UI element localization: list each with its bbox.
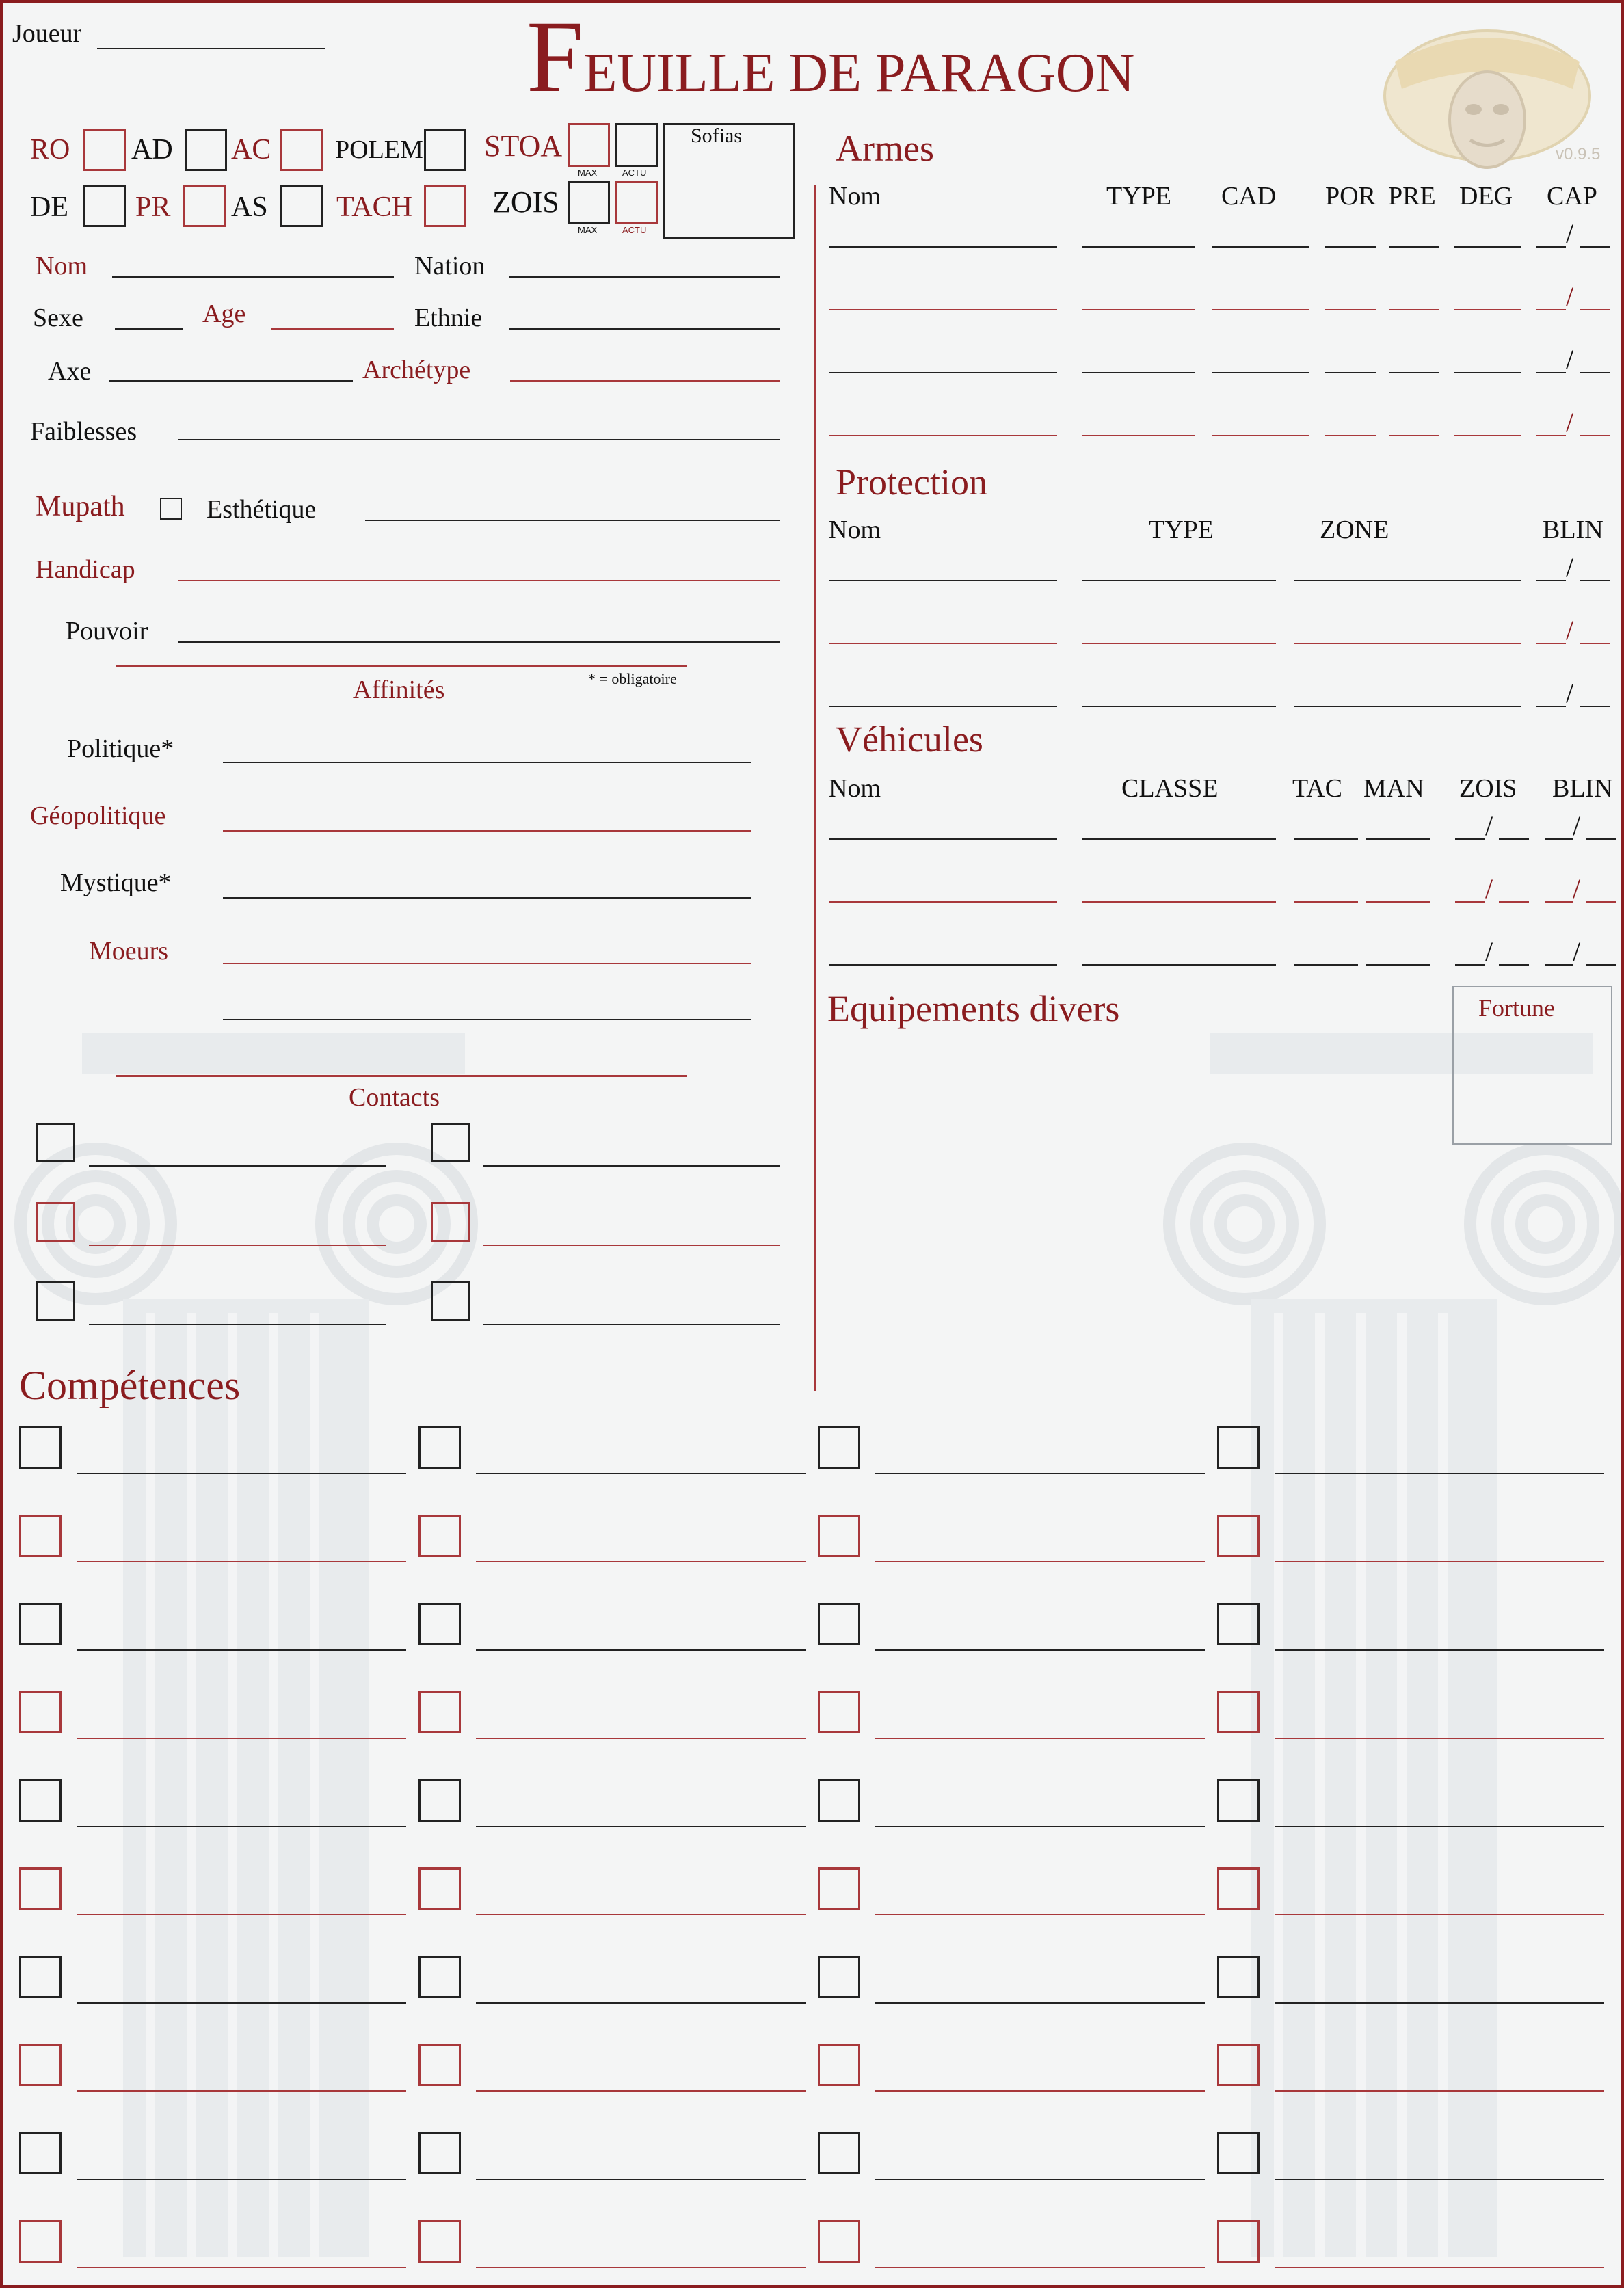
skill-checkbox[interactable] xyxy=(418,1691,461,1733)
moeurs-label: Moeurs xyxy=(89,937,169,966)
affinites-divider xyxy=(116,665,687,667)
stat-de-box[interactable] xyxy=(83,185,126,227)
competences-title: Compétences xyxy=(19,1363,241,1408)
skill-checkbox[interactable] xyxy=(1217,1779,1260,1822)
skill-checkbox[interactable] xyxy=(818,1867,860,1910)
vehicule-blin-slash: / xyxy=(1573,936,1581,967)
skill-checkbox[interactable] xyxy=(1217,1603,1260,1645)
skill-line[interactable] xyxy=(875,2267,1205,2268)
stoa-max-box[interactable] xyxy=(568,123,610,167)
arme-cap-slash: / xyxy=(1566,407,1574,438)
arme-pre-line[interactable] xyxy=(1389,372,1439,373)
protection-blin-slash: / xyxy=(1566,552,1574,583)
stat-tach-label: TACH xyxy=(336,191,412,223)
vehicule-tac-line[interactable] xyxy=(1294,838,1358,840)
contacts-title: Contacts xyxy=(349,1083,440,1112)
contact-line[interactable] xyxy=(89,1165,386,1167)
vehicule-zois-line-b[interactable] xyxy=(1499,901,1529,903)
stat-polem-label: POLEM xyxy=(335,135,423,164)
moeurs-extra-line[interactable] xyxy=(223,1019,751,1020)
skill-line[interactable] xyxy=(77,1826,406,1827)
vehicule-blin-line-a[interactable] xyxy=(1545,964,1573,966)
vehicule-blin-line-b[interactable] xyxy=(1586,901,1616,903)
pouvoir-line[interactable] xyxy=(178,641,780,643)
mystique-line[interactable] xyxy=(223,897,751,899)
skill-checkbox[interactable] xyxy=(1217,1426,1260,1469)
contact-checkbox[interactable] xyxy=(36,1281,75,1321)
arme-cap-line-b[interactable] xyxy=(1580,372,1610,373)
arme-type-line[interactable] xyxy=(1082,435,1195,436)
contacts-divider xyxy=(116,1075,687,1077)
affinites-title: Affinités xyxy=(353,676,445,704)
arme-deg-line[interactable] xyxy=(1454,435,1521,436)
skill-checkbox[interactable] xyxy=(19,1515,62,1557)
axe-line[interactable] xyxy=(109,380,353,382)
skill-line[interactable] xyxy=(77,2002,406,2004)
geopolitique-line[interactable] xyxy=(223,830,751,832)
faiblesses-line[interactable] xyxy=(178,439,780,440)
skill-line[interactable] xyxy=(476,2267,806,2268)
skill-line[interactable] xyxy=(476,2090,806,2092)
vehicule-blin-line-a[interactable] xyxy=(1545,901,1573,903)
nom-label: Nom xyxy=(36,252,88,280)
skill-line[interactable] xyxy=(77,1561,406,1562)
contact-checkbox[interactable] xyxy=(36,1202,75,1242)
skill-checkbox[interactable] xyxy=(418,1515,461,1557)
skill-checkbox[interactable] xyxy=(1217,1956,1260,1998)
skill-line[interactable] xyxy=(476,1738,806,1739)
skill-line[interactable] xyxy=(1275,2267,1604,2268)
vehicule-blin-line-a[interactable] xyxy=(1545,838,1573,840)
skill-line[interactable] xyxy=(1275,1473,1604,1474)
arme-cap-line-b[interactable] xyxy=(1580,246,1610,248)
arme-cap-slash: / xyxy=(1566,281,1574,312)
skill-line[interactable] xyxy=(77,1473,406,1474)
arme-pre-line[interactable] xyxy=(1389,246,1439,248)
contact-checkbox[interactable] xyxy=(36,1123,75,1162)
arme-cad-line[interactable] xyxy=(1212,309,1309,310)
arme-cad-line[interactable] xyxy=(1212,246,1309,248)
arme-cap-slash: / xyxy=(1566,218,1574,249)
skill-line[interactable] xyxy=(476,2002,806,2004)
skill-checkbox[interactable] xyxy=(418,1603,461,1645)
stat-pr-label: PR xyxy=(135,191,171,223)
skill-checkbox[interactable] xyxy=(818,2132,860,2174)
skill-checkbox[interactable] xyxy=(418,1867,461,1910)
protection-col-zone: ZONE xyxy=(1320,516,1389,544)
nation-line[interactable] xyxy=(509,276,780,278)
skill-line[interactable] xyxy=(875,2090,1205,2092)
fortune-label: Fortune xyxy=(1478,994,1555,1022)
armes-col-type: TYPE xyxy=(1106,182,1171,211)
axe-label: Axe xyxy=(48,357,92,386)
arme-por-line[interactable] xyxy=(1325,372,1376,373)
column-divider xyxy=(814,185,816,1391)
skill-checkbox[interactable] xyxy=(19,1779,62,1822)
skill-line[interactable] xyxy=(875,1738,1205,1739)
skill-line[interactable] xyxy=(1275,2179,1604,2180)
armes-col-deg: DEG xyxy=(1459,182,1513,211)
arme-por-line[interactable] xyxy=(1325,246,1376,248)
stoa-actu-caption: ACTU xyxy=(622,168,647,178)
stat-ad-label: AD xyxy=(131,134,173,165)
arme-cad-line[interactable] xyxy=(1212,435,1309,436)
vehicule-zois-slash: / xyxy=(1485,810,1493,841)
skill-line[interactable] xyxy=(1275,2090,1604,2092)
contact-line[interactable] xyxy=(89,1324,386,1325)
protection-zone-line[interactable] xyxy=(1294,706,1521,707)
skill-checkbox[interactable] xyxy=(818,1779,860,1822)
zois-actu-box[interactable] xyxy=(615,181,658,224)
player-input[interactable] xyxy=(97,21,323,48)
stat-zois-label: ZOIS xyxy=(492,185,559,219)
sexe-label: Sexe xyxy=(33,304,83,332)
vehicule-nom-line[interactable] xyxy=(829,901,1057,903)
vehicules-col-zois: ZOIS xyxy=(1459,774,1517,803)
armes-col-nom: Nom xyxy=(829,182,881,211)
skill-line[interactable] xyxy=(875,1914,1205,1915)
politique-line[interactable] xyxy=(223,762,751,763)
ethnie-label: Ethnie xyxy=(414,304,483,332)
title-initial: F xyxy=(527,0,584,114)
handicap-line[interactable] xyxy=(178,580,780,581)
vehicule-classe-line[interactable] xyxy=(1082,838,1276,840)
protection-blin-slash: / xyxy=(1566,615,1574,646)
skill-checkbox[interactable] xyxy=(818,1515,860,1557)
vehicule-blin-line-b[interactable] xyxy=(1586,964,1616,966)
geopolitique-label: Géopolitique xyxy=(30,801,166,830)
protection-blin-line-a[interactable] xyxy=(1536,643,1566,644)
title-rest: EUILLE DE PARAGON xyxy=(583,43,1135,103)
skill-line[interactable] xyxy=(476,1649,806,1651)
skill-line[interactable] xyxy=(476,1473,806,1474)
arme-cap-line-a[interactable] xyxy=(1536,246,1566,248)
vehicule-blin-line-b[interactable] xyxy=(1586,838,1616,840)
skill-checkbox[interactable] xyxy=(19,2044,62,2086)
skill-line[interactable] xyxy=(77,1738,406,1739)
skill-line[interactable] xyxy=(476,1561,806,1562)
vehicule-blin-slash: / xyxy=(1573,810,1581,841)
vehicule-classe-line[interactable] xyxy=(1082,901,1276,903)
skill-checkbox[interactable] xyxy=(818,2220,860,2263)
skill-checkbox[interactable] xyxy=(418,1956,461,1998)
vehicule-zois-line-a[interactable] xyxy=(1455,964,1485,966)
skill-checkbox[interactable] xyxy=(818,2044,860,2086)
stat-ad-box[interactable] xyxy=(185,129,227,171)
stat-ro-label: RO xyxy=(30,134,70,165)
moeurs-line[interactable] xyxy=(223,963,751,964)
vehicules-title: Véhicules xyxy=(836,719,983,760)
age-line[interactable] xyxy=(271,328,394,330)
player-label: Joueur xyxy=(12,19,82,48)
stat-ro-box[interactable] xyxy=(83,129,126,171)
skill-checkbox[interactable] xyxy=(818,1426,860,1469)
stat-tach-box[interactable] xyxy=(424,185,466,227)
skill-line[interactable] xyxy=(77,2090,406,2092)
page-title xyxy=(527,0,1135,114)
protection-col-nom: Nom xyxy=(829,516,881,544)
protection-blin-line-b[interactable] xyxy=(1580,643,1610,644)
skill-checkbox[interactable] xyxy=(818,1956,860,1998)
skill-checkbox[interactable] xyxy=(19,1691,62,1733)
armes-col-cad: CAD xyxy=(1221,182,1277,211)
zois-actu-caption: ACTU xyxy=(622,225,647,235)
obligatoire-note: * = obligatoire xyxy=(588,670,677,687)
stoa-actu-box[interactable] xyxy=(615,123,658,167)
esthetique-label: Esthétique xyxy=(207,495,317,524)
vehicules-col-blin: BLIN xyxy=(1552,774,1613,803)
contact-checkbox[interactable] xyxy=(431,1123,470,1162)
arme-deg-line[interactable] xyxy=(1454,309,1521,310)
arme-cap-line-a[interactable] xyxy=(1536,309,1566,310)
skill-checkbox[interactable] xyxy=(19,1426,62,1469)
protection-blin-line-b[interactable] xyxy=(1580,580,1610,581)
version-label: v0.9.5 xyxy=(1556,145,1601,163)
stat-stoa-label: STOA xyxy=(484,129,563,163)
protection-title: Protection xyxy=(836,462,987,503)
protection-type-line[interactable] xyxy=(1082,643,1276,644)
mystique-label: Mystique* xyxy=(60,868,172,897)
skill-checkbox[interactable] xyxy=(418,1426,461,1469)
vehicule-man-line[interactable] xyxy=(1366,838,1430,840)
skill-checkbox[interactable] xyxy=(418,2220,461,2263)
stoa-max-caption: MAX xyxy=(578,168,598,178)
skill-line[interactable] xyxy=(875,1473,1205,1474)
age-label: Age xyxy=(202,300,246,328)
arme-deg-line[interactable] xyxy=(1454,372,1521,373)
skill-checkbox[interactable] xyxy=(19,1867,62,1910)
vehicule-zois-line-a[interactable] xyxy=(1455,901,1485,903)
skill-checkbox[interactable] xyxy=(19,1603,62,1645)
vehicules-col-classe: CLASSE xyxy=(1121,774,1219,803)
skill-checkbox[interactable] xyxy=(1217,2044,1260,2086)
skill-checkbox[interactable] xyxy=(818,1691,860,1733)
vehicules-col-nom: Nom xyxy=(829,774,881,803)
protection-col-blin: BLIN xyxy=(1543,516,1603,544)
vehicule-zois-slash: / xyxy=(1485,936,1493,967)
armes-col-cap: CAP xyxy=(1547,182,1597,211)
arme-nom-line[interactable] xyxy=(829,372,1057,373)
skill-line[interactable] xyxy=(875,1649,1205,1651)
skill-checkbox[interactable] xyxy=(1217,1867,1260,1910)
skill-checkbox[interactable] xyxy=(418,1779,461,1822)
protection-nom-line[interactable] xyxy=(829,706,1057,707)
armes-title: Armes xyxy=(836,128,934,169)
arme-por-line[interactable] xyxy=(1325,309,1376,310)
zois-max-box[interactable] xyxy=(568,181,610,224)
stat-as-box[interactable] xyxy=(280,185,323,227)
arme-cap-line-a[interactable] xyxy=(1536,372,1566,373)
arme-pre-line[interactable] xyxy=(1389,309,1439,310)
arme-por-line[interactable] xyxy=(1325,435,1376,436)
arme-pre-line[interactable] xyxy=(1389,435,1439,436)
stat-ac-box[interactable] xyxy=(280,129,323,171)
archetype-line[interactable] xyxy=(510,380,780,382)
protection-blin-line-b[interactable] xyxy=(1580,706,1610,707)
ethnie-line[interactable] xyxy=(509,328,780,330)
arme-nom-line[interactable] xyxy=(829,309,1057,310)
vehicule-classe-line[interactable] xyxy=(1082,964,1276,966)
contact-line[interactable] xyxy=(483,1324,780,1325)
nom-line[interactable] xyxy=(112,276,394,278)
contact-line[interactable] xyxy=(483,1245,780,1246)
skill-checkbox[interactable] xyxy=(418,2044,461,2086)
contact-line[interactable] xyxy=(89,1245,386,1246)
protection-type-line[interactable] xyxy=(1082,706,1276,707)
skill-line[interactable] xyxy=(1275,1738,1604,1739)
skill-line[interactable] xyxy=(77,1649,406,1651)
vehicule-zois-line-a[interactable] xyxy=(1455,838,1485,840)
stat-de-label: DE xyxy=(30,191,68,223)
vehicule-blin-slash: / xyxy=(1573,873,1581,904)
stat-as-label: AS xyxy=(231,191,268,223)
protection-zone-line[interactable] xyxy=(1294,643,1521,644)
protection-blin-line-a[interactable] xyxy=(1536,706,1566,707)
arme-type-line[interactable] xyxy=(1082,246,1195,248)
armes-col-por: POR xyxy=(1325,182,1376,211)
protection-zone-line[interactable] xyxy=(1294,580,1521,581)
skill-line[interactable] xyxy=(77,2179,406,2180)
skill-line[interactable] xyxy=(875,1826,1205,1827)
skill-checkbox[interactable] xyxy=(19,1956,62,1998)
arme-cad-line[interactable] xyxy=(1212,372,1309,373)
protection-blin-line-a[interactable] xyxy=(1536,580,1566,581)
skill-line[interactable] xyxy=(476,1826,806,1827)
contact-line[interactable] xyxy=(483,1165,780,1167)
sexe-line[interactable] xyxy=(115,328,183,330)
skill-checkbox[interactable] xyxy=(818,1603,860,1645)
skill-checkbox[interactable] xyxy=(418,2132,461,2174)
vehicule-man-line[interactable] xyxy=(1366,901,1430,903)
arme-cap-line-b[interactable] xyxy=(1580,309,1610,310)
mupath-label: Mupath xyxy=(36,491,125,522)
vehicule-tac-line[interactable] xyxy=(1294,901,1358,903)
vehicule-zois-slash: / xyxy=(1485,873,1493,904)
arme-nom-line[interactable] xyxy=(829,435,1057,436)
skill-checkbox[interactable] xyxy=(19,2220,62,2263)
arme-nom-line[interactable] xyxy=(829,246,1057,248)
pouvoir-label: Pouvoir xyxy=(66,617,148,646)
skill-line[interactable] xyxy=(77,2267,406,2268)
vehicule-man-line[interactable] xyxy=(1366,964,1430,966)
zois-max-caption: MAX xyxy=(578,225,598,235)
vehicule-zois-line-b[interactable] xyxy=(1499,964,1529,966)
stat-pr-box[interactable] xyxy=(183,185,226,227)
protection-type-line[interactable] xyxy=(1082,580,1276,581)
vehicules-col-tac: TAC xyxy=(1292,774,1342,803)
skill-line[interactable] xyxy=(1275,2002,1604,2004)
vehicule-nom-line[interactable] xyxy=(829,838,1057,840)
archetype-label: Archétype xyxy=(362,356,471,384)
vehicule-tac-line[interactable] xyxy=(1294,964,1358,966)
handicap-label: Handicap xyxy=(36,555,135,584)
skill-checkbox[interactable] xyxy=(1217,2132,1260,2174)
skill-line[interactable] xyxy=(1275,1914,1604,1915)
stat-ac-label: AC xyxy=(231,134,271,165)
vehicules-col-man: MAN xyxy=(1363,774,1424,803)
arme-type-line[interactable] xyxy=(1082,309,1195,310)
protection-blin-slash: / xyxy=(1566,678,1574,708)
contact-checkbox[interactable] xyxy=(431,1202,470,1242)
skill-line[interactable] xyxy=(875,2002,1205,2004)
skill-checkbox[interactable] xyxy=(1217,1515,1260,1557)
skill-line[interactable] xyxy=(1275,1649,1604,1651)
arme-cap-line-b[interactable] xyxy=(1580,435,1610,436)
arme-cap-line-a[interactable] xyxy=(1536,435,1566,436)
skill-line[interactable] xyxy=(77,1914,406,1915)
esthetique-line[interactable] xyxy=(365,520,780,521)
politique-label: Politique* xyxy=(67,734,174,763)
faiblesses-label: Faiblesses xyxy=(30,417,137,446)
arme-type-line[interactable] xyxy=(1082,372,1195,373)
player-line xyxy=(97,48,325,49)
skill-line[interactable] xyxy=(875,1561,1205,1562)
sofias-label: Sofias xyxy=(691,124,742,147)
skill-line[interactable] xyxy=(1275,1826,1604,1827)
skill-line[interactable] xyxy=(1275,1561,1604,1562)
skill-line[interactable] xyxy=(476,2179,806,2180)
contact-checkbox[interactable] xyxy=(431,1281,470,1321)
stat-polem-box[interactable] xyxy=(424,129,466,171)
protection-nom-line[interactable] xyxy=(829,643,1057,644)
arme-deg-line[interactable] xyxy=(1454,246,1521,248)
skill-checkbox[interactable] xyxy=(1217,1691,1260,1733)
nation-label: Nation xyxy=(414,252,485,280)
skill-line[interactable] xyxy=(875,2179,1205,2180)
armes-col-pre: PRE xyxy=(1388,182,1436,211)
skill-checkbox[interactable] xyxy=(1217,2220,1260,2263)
equipements-title: Equipements divers xyxy=(827,988,1120,1029)
arme-cap-slash: / xyxy=(1566,344,1574,375)
mupath-checkbox[interactable] xyxy=(160,498,182,520)
protection-nom-line[interactable] xyxy=(829,580,1057,581)
protection-col-type: TYPE xyxy=(1149,516,1214,544)
skill-checkbox[interactable] xyxy=(19,2132,62,2174)
vehicule-nom-line[interactable] xyxy=(829,964,1057,966)
vehicule-zois-line-b[interactable] xyxy=(1499,838,1529,840)
skill-line[interactable] xyxy=(476,1914,806,1915)
